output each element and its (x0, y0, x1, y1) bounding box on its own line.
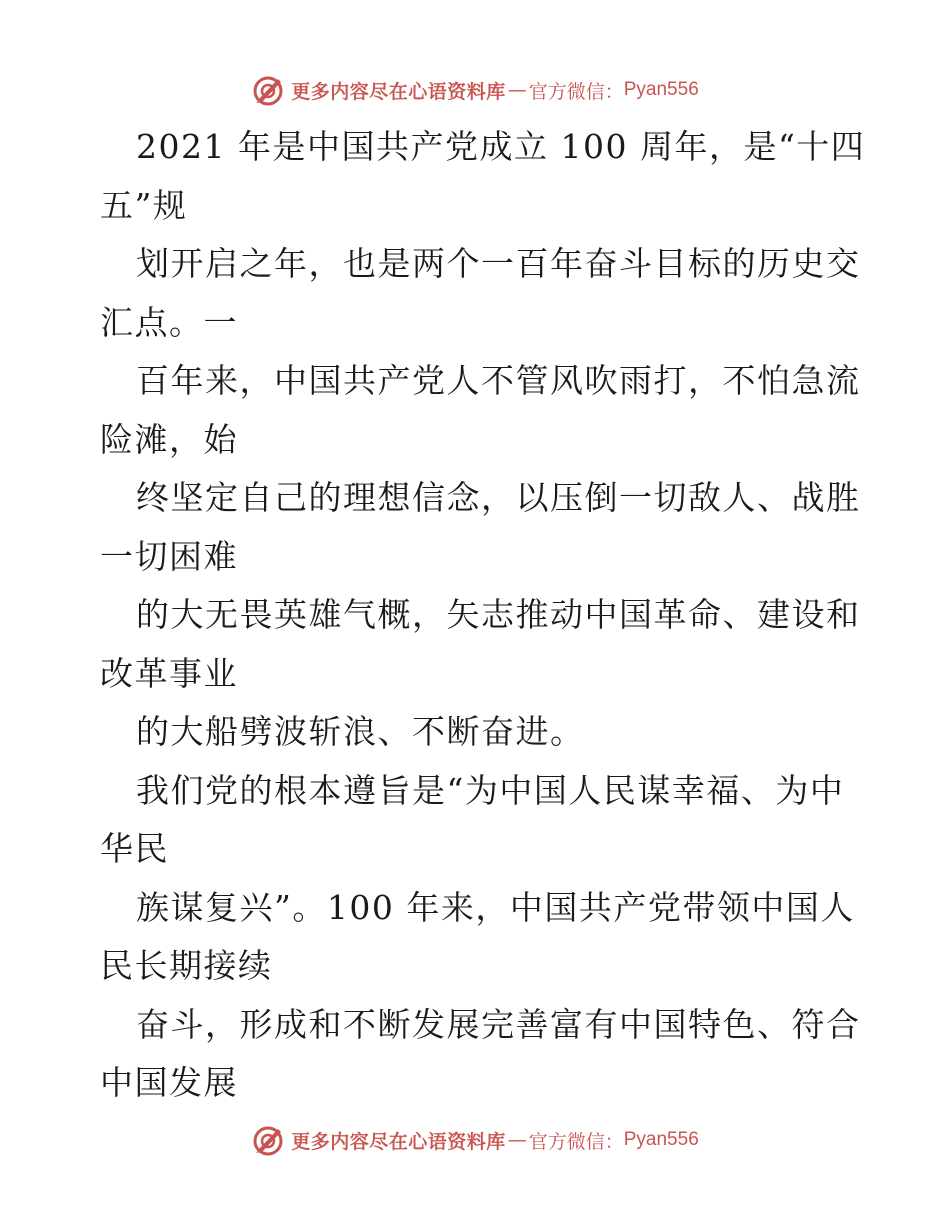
text-line-3: 划开启之年，也是两个一百年奋斗目标的历史交 (136, 244, 861, 283)
text-line-6: 险滩，始 (100, 419, 238, 459)
footer-separator: — (507, 1129, 527, 1151)
text-line-17: 中国发展 (100, 1063, 238, 1102)
text-line-11: 的大船劈波斩浪、不断奋进。 (136, 712, 585, 751)
header-wechat-label: 官方微信： (528, 80, 624, 103)
text-line-15: 民长期接续 (100, 946, 273, 985)
header-watermark (0, 70, 950, 110)
text-line-9: 的大无畏英雄气概，矢志推动中国革命、建设和 (136, 595, 861, 634)
text-line-8: 一切困难 (100, 536, 238, 576)
header-brand-text: 更多内容尽在心语资料库 (291, 80, 506, 103)
text-line-13: 华民 (100, 829, 169, 868)
document-body (100, 118, 866, 1113)
footer-watermark (0, 1120, 950, 1160)
footer-brand-text: 更多内容尽在心语资料库 (291, 1130, 506, 1153)
brand-logo-icon (251, 73, 285, 107)
text-line-10: 改革事业 (100, 653, 238, 693)
text-line-12: 我们党的根本遵旨是“为中国人民谋幸福、为中 (136, 770, 845, 810)
text-line-14: 族谋复兴”。100 年来，中国共产党带领中国人 (136, 887, 855, 927)
text-line-1: 2021 年是中国共产党成立 100 周年，是“十四 (136, 127, 866, 166)
footer-wechat-label: 官方微信： (528, 1130, 624, 1153)
text-line-7: 终坚定自己的理想信念，以压倒一切敌人、战胜 (136, 478, 861, 517)
brand-logo-icon (251, 1123, 285, 1157)
header-separator: — (507, 79, 527, 101)
text-line-5: 百年来，中国共产党人不管风吹雨打，不怕急流 (136, 361, 861, 400)
footer-wechat-id: Pyan556 (623, 1129, 699, 1150)
text-line-16: 奋斗，形成和不断发展完善富有中国特色、符合 (136, 1004, 861, 1044)
text-line-4: 汇点。一 (100, 302, 238, 342)
header-wechat-id: Pyan556 (623, 79, 699, 100)
text-line-2: 五”规 (100, 185, 188, 225)
